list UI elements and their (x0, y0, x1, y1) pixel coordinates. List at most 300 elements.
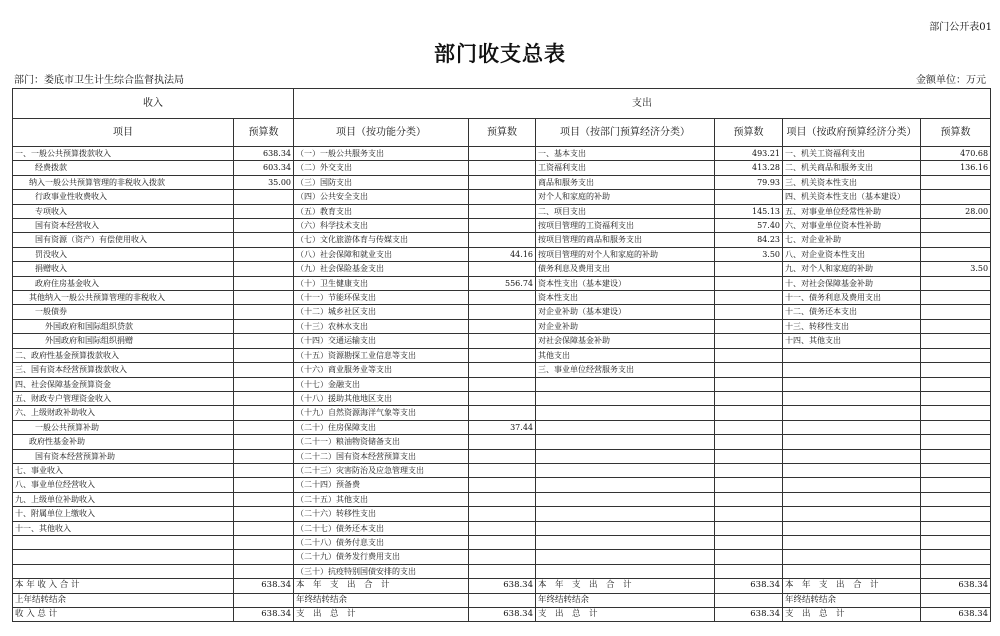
econ-gov-budget-cell (921, 507, 991, 521)
income-item-cell: 外国政府和国际组织捐赠 (13, 334, 234, 348)
income-item-cell: 十、附属单位上缴收入 (13, 507, 234, 521)
income-item-total-cell: 收 入 总 计 (13, 608, 234, 622)
income-item-cell: 国有资本经营预算补助 (13, 449, 234, 463)
income-item-cell: 国有资本经营收入 (13, 219, 234, 233)
econ-dept-item-total-cell: 年终结转结余 (536, 593, 715, 607)
econ-gov-item-cell: 十二、债务还本支出 (783, 305, 921, 319)
income-budget-cell (234, 391, 294, 405)
income-budget-cell: 638.34 (234, 147, 294, 161)
econ-dept-budget-cell (715, 319, 783, 333)
income-budget-cell (234, 247, 294, 261)
econ-gov-item-cell: 三、机关资本性支出 (783, 175, 921, 189)
table-row (13, 190, 991, 204)
func-budget-cell (469, 550, 536, 564)
func-item-cell: （十七）金融支出 (294, 377, 469, 391)
table-row (13, 175, 991, 189)
econ-dept-item-cell (536, 521, 715, 535)
econ-gov-item-cell (783, 391, 921, 405)
table-row (13, 305, 991, 319)
econ-dept-budget-cell (715, 377, 783, 391)
econ-dept-budget-cell (715, 190, 783, 204)
income-item-cell: 一般债券 (13, 305, 234, 319)
func-item-cell: （二十八）债务付息支出 (294, 535, 469, 549)
income-budget-cell (234, 535, 294, 549)
econ-gov-budget-cell (921, 348, 991, 362)
income-item-cell: 专项收入 (13, 204, 234, 218)
form-number: 部门公开表01 (929, 22, 992, 33)
econ-dept-budget-cell (715, 492, 783, 506)
func-budget-cell (469, 535, 536, 549)
income-budget-cell (234, 291, 294, 305)
table-row (13, 147, 991, 161)
func-item-cell: （七）文化旅游体育与传媒支出 (294, 233, 469, 247)
income-budget-cell (234, 507, 294, 521)
func-budget-cell (469, 478, 536, 492)
income-item-cell: 纳入一般公共预算管理的非税收入拨款 (13, 175, 234, 189)
econ-gov-budget-cell (921, 550, 991, 564)
func-item-total-cell: 本 年 支 出 合 计 (294, 579, 469, 593)
econ-gov-budget-total-cell (921, 593, 991, 607)
income-item-cell (13, 535, 234, 549)
econ-gov-item-cell (783, 535, 921, 549)
econ-dept-item-cell: 对社会保障基金补助 (536, 334, 715, 348)
func-budget-cell: 44.16 (469, 247, 536, 261)
econ-dept-item-cell: 其他支出 (536, 348, 715, 362)
econ-dept-budget-cell (715, 521, 783, 535)
func-budget-cell (469, 334, 536, 348)
income-item-cell: 九、上级单位补助收入 (13, 492, 234, 506)
econ-gov-budget-cell (921, 391, 991, 405)
econ-gov-item-total-cell: 年终结转结余 (783, 593, 921, 607)
econ-gov-budget-cell: 28.00 (921, 204, 991, 218)
econ-gov-item-cell: 四、机关资本性支出（基本建设） (783, 190, 921, 204)
func-item-cell: （三）国防支出 (294, 175, 469, 189)
econ-gov-budget-cell (921, 305, 991, 319)
table-row (13, 161, 991, 175)
econ-gov-budget-cell (921, 492, 991, 506)
func-budget-cell (469, 219, 536, 233)
econ-gov-item-cell (783, 363, 921, 377)
econ-dept-item-cell (536, 564, 715, 578)
econ-gov-item-cell (783, 463, 921, 477)
func-item-cell: （六）科学技术支出 (294, 219, 469, 233)
department-label: 部门：娄底市卫生计生综合监督执法局 (14, 75, 184, 86)
econ-gov-item-cell (783, 449, 921, 463)
func-budget-cell (469, 377, 536, 391)
econ-gov-item-cell: 十三、转移性支出 (783, 319, 921, 333)
income-item-total-cell: 上年结转结余 (13, 593, 234, 607)
income-budget-cell (234, 420, 294, 434)
func-budget-cell (469, 463, 536, 477)
econ-gov-item-cell: 六、对事业单位资本性补助 (783, 219, 921, 233)
table-row (13, 521, 991, 535)
func-item-cell: （十二）城乡社区支出 (294, 305, 469, 319)
table-row (13, 291, 991, 305)
func-item-cell: （十六）商业服务业等支出 (294, 363, 469, 377)
income-item-cell: 罚没收入 (13, 247, 234, 261)
income-budget-total-cell: 638.34 (234, 608, 294, 622)
econ-dept-budget-cell: 493.21 (715, 147, 783, 161)
income-item-cell: 五、财政专户管理资金收入 (13, 391, 234, 405)
econ-gov-item-cell: 八、对企业资本性支出 (783, 247, 921, 261)
income-item-header: 项目 (13, 119, 234, 147)
econ-dept-budget-cell (715, 564, 783, 578)
econ-gov-budget-cell (921, 377, 991, 391)
func-item-cell: （十四）交通运输支出 (294, 334, 469, 348)
income-item-cell: 六、上级财政补助收入 (13, 406, 234, 420)
econ-gov-budget-cell (921, 190, 991, 204)
table-row (13, 535, 991, 549)
econ-dept-budget-cell (715, 478, 783, 492)
func-budget-total-cell: 638.34 (469, 608, 536, 622)
income-item-cell: 行政事业性收费收入 (13, 190, 234, 204)
func-item-cell: （十一）节能环保支出 (294, 291, 469, 305)
func-item-cell: （二十三）灾害防治及应急管理支出 (294, 463, 469, 477)
econ-gov-item-total-cell: 支 出 总 计 (783, 608, 921, 622)
table-row (13, 377, 991, 391)
econ-gov-item-cell: 十、对社会保障基金补助 (783, 276, 921, 290)
econ-gov-budget-cell: 3.50 (921, 262, 991, 276)
income-budget-total-cell (234, 593, 294, 607)
income-budget-cell (234, 463, 294, 477)
total-row (13, 608, 991, 622)
func-budget-cell (469, 175, 536, 189)
econ-dept-item-cell (536, 377, 715, 391)
table-row (13, 449, 991, 463)
income-item-cell: 二、政府性基金预算拨款收入 (13, 348, 234, 362)
income-budget-cell (234, 276, 294, 290)
econ-gov-item-cell: 七、对企业补助 (783, 233, 921, 247)
func-item-cell: （二十五）其他支出 (294, 492, 469, 506)
econ-dept-item-cell (536, 435, 715, 449)
econ-dept-budget-total-cell: 638.34 (715, 579, 783, 593)
econ-dept-budget-cell (715, 363, 783, 377)
econ-dept-budget-cell (715, 334, 783, 348)
page-title: 部门收支总表 (434, 41, 566, 66)
econ-dept-budget-cell (715, 507, 783, 521)
econ-gov-budget-cell (921, 233, 991, 247)
econ-dept-item-cell: 二、项目支出 (536, 204, 715, 218)
table-row (13, 363, 991, 377)
econ-gov-item-cell (783, 406, 921, 420)
func-budget-cell (469, 521, 536, 535)
income-item-cell: 捐赠收入 (13, 262, 234, 276)
func-budget-header: 预算数 (469, 119, 536, 147)
econ-gov-budget-cell (921, 463, 991, 477)
econ-gov-item-cell (783, 521, 921, 535)
func-budget-cell (469, 319, 536, 333)
econ-dept-item-cell: 对个人和家庭的补助 (536, 190, 715, 204)
econ-gov-item-cell: 九、对个人和家庭的补助 (783, 262, 921, 276)
income-item-cell (13, 564, 234, 578)
income-budget-cell (234, 478, 294, 492)
table-row (13, 492, 991, 506)
econ-dept-budget-cell (715, 305, 783, 319)
func-budget-cell (469, 391, 536, 405)
econ-gov-budget-cell (921, 175, 991, 189)
econ-dept-budget-cell: 57.40 (715, 219, 783, 233)
income-item-cell: 外国政府和国际组织贷款 (13, 319, 234, 333)
func-item-cell: （二十六）转移性支出 (294, 507, 469, 521)
econ-dept-budget-cell: 84.23 (715, 233, 783, 247)
income-item-cell: 经费拨款 (13, 161, 234, 175)
income-budget-cell (234, 334, 294, 348)
econ-dept-item-cell: 三、事业单位经营服务支出 (536, 363, 715, 377)
func-budget-cell (469, 507, 536, 521)
econ-dept-budget-cell (715, 406, 783, 420)
func-budget-cell: 37.44 (469, 420, 536, 434)
func-item-cell: （二十七）债务还本支出 (294, 521, 469, 535)
income-budget-cell (234, 348, 294, 362)
table-row (13, 564, 991, 578)
econ-gov-item-header: 项目（按政府预算经济分类） (783, 119, 921, 147)
table-row (13, 507, 991, 521)
econ-gov-budget-cell (921, 435, 991, 449)
table-row (13, 391, 991, 405)
func-budget-cell (469, 291, 536, 305)
income-budget-cell (234, 521, 294, 535)
budget-summary-table (12, 88, 991, 622)
income-budget-cell (234, 204, 294, 218)
table-row (13, 262, 991, 276)
table-row (13, 319, 991, 333)
func-item-header: 项目（按功能分类） (294, 119, 469, 147)
econ-dept-item-cell: 对企业补助 (536, 319, 715, 333)
econ-gov-item-cell: 一、机关工资福利支出 (783, 147, 921, 161)
func-item-cell: （三十）抗疫特别国债安排的支出 (294, 564, 469, 578)
func-budget-cell (469, 406, 536, 420)
econ-dept-budget-cell (715, 291, 783, 305)
func-budget-cell (469, 363, 536, 377)
econ-dept-budget-cell (715, 262, 783, 276)
table-row (13, 219, 991, 233)
func-item-cell: （十八）援助其他地区支出 (294, 391, 469, 405)
income-item-cell: 其他纳入一般公共预算管理的非税收入 (13, 291, 234, 305)
func-item-cell: （五）教育支出 (294, 204, 469, 218)
econ-dept-budget-cell: 145.13 (715, 204, 783, 218)
econ-gov-budget-cell (921, 363, 991, 377)
func-budget-cell (469, 161, 536, 175)
func-item-cell: （九）社会保险基金支出 (294, 262, 469, 276)
econ-dept-item-cell (536, 507, 715, 521)
econ-dept-item-cell: 工资福利支出 (536, 161, 715, 175)
income-item-cell: 十一、其他收入 (13, 521, 234, 535)
income-budget-cell (234, 435, 294, 449)
income-budget-cell (234, 564, 294, 578)
econ-gov-budget-cell (921, 478, 991, 492)
income-budget-cell (234, 262, 294, 276)
func-item-cell: （一）一般公共服务支出 (294, 147, 469, 161)
econ-dept-budget-cell (715, 348, 783, 362)
expense-header: 支出 (294, 89, 991, 119)
econ-dept-budget-cell (715, 535, 783, 549)
econ-dept-item-cell: 资本性支出 (536, 291, 715, 305)
econ-gov-item-cell (783, 435, 921, 449)
econ-gov-budget-cell (921, 276, 991, 290)
func-item-cell: （二）外交支出 (294, 161, 469, 175)
income-item-cell: 七、事业收入 (13, 463, 234, 477)
econ-gov-item-cell: 十一、债务利息及费用支出 (783, 291, 921, 305)
econ-dept-item-cell: 一、基本支出 (536, 147, 715, 161)
econ-gov-item-cell (783, 478, 921, 492)
income-item-cell: 一、一般公共预算拨款收入 (13, 147, 234, 161)
func-budget-cell (469, 147, 536, 161)
income-item-cell (13, 550, 234, 564)
table-row (13, 276, 991, 290)
func-budget-cell (469, 233, 536, 247)
func-item-total-cell: 年终结转结余 (294, 593, 469, 607)
income-budget-cell (234, 492, 294, 506)
income-budget-cell (234, 363, 294, 377)
econ-gov-item-cell (783, 564, 921, 578)
table-row (13, 463, 991, 477)
func-budget-cell (469, 449, 536, 463)
econ-gov-budget-cell (921, 247, 991, 261)
econ-gov-budget-cell (921, 334, 991, 348)
econ-gov-item-cell: 十四、其他支出 (783, 334, 921, 348)
income-item-total-cell: 本 年 收 入 合 计 (13, 579, 234, 593)
econ-gov-budget-total-cell: 638.34 (921, 608, 991, 622)
econ-gov-item-cell (783, 420, 921, 434)
income-budget-cell (234, 233, 294, 247)
table-row (13, 334, 991, 348)
econ-dept-item-cell: 按项目管理的工资福利支出 (536, 219, 715, 233)
func-item-total-cell: 支 出 总 计 (294, 608, 469, 622)
econ-dept-budget-cell: 413.28 (715, 161, 783, 175)
func-item-cell: （二十一）粮油物资储备支出 (294, 435, 469, 449)
econ-gov-item-total-cell: 本 年 支 出 合 计 (783, 579, 921, 593)
func-item-cell: （八）社会保障和就业支出 (294, 247, 469, 261)
func-budget-cell (469, 348, 536, 362)
econ-gov-budget-cell: 470.68 (921, 147, 991, 161)
econ-gov-budget-cell (921, 420, 991, 434)
econ-gov-budget-cell (921, 291, 991, 305)
econ-gov-budget-cell (921, 564, 991, 578)
econ-gov-budget-cell (921, 521, 991, 535)
table-row (13, 478, 991, 492)
income-item-cell: 八、事业单位经营收入 (13, 478, 234, 492)
econ-dept-item-cell (536, 492, 715, 506)
table-row (13, 406, 991, 420)
econ-dept-budget-cell (715, 420, 783, 434)
income-item-cell: 政府性基金补助 (13, 435, 234, 449)
econ-dept-item-cell (536, 391, 715, 405)
func-budget-cell: 556.74 (469, 276, 536, 290)
func-budget-cell (469, 204, 536, 218)
econ-dept-item-cell (536, 550, 715, 564)
table-row (13, 550, 991, 564)
econ-dept-item-cell: 债务利息及费用支出 (536, 262, 715, 276)
income-budget-cell (234, 219, 294, 233)
func-budget-cell (469, 305, 536, 319)
income-item-cell: 一般公共预算补助 (13, 420, 234, 434)
econ-gov-budget-cell (921, 449, 991, 463)
econ-dept-budget-cell (715, 449, 783, 463)
econ-gov-budget-cell (921, 535, 991, 549)
income-budget-header: 预算数 (234, 119, 294, 147)
func-budget-total-cell (469, 593, 536, 607)
func-item-cell: （十三）农林水支出 (294, 319, 469, 333)
income-item-cell: 国有资源（资产）有偿使用收入 (13, 233, 234, 247)
table-row (13, 247, 991, 261)
func-budget-cell (469, 435, 536, 449)
func-budget-cell (469, 564, 536, 578)
econ-dept-item-header: 项目（按部门预算经济分类） (536, 119, 715, 147)
econ-dept-item-cell (536, 406, 715, 420)
econ-dept-item-cell (536, 420, 715, 434)
func-item-cell: （十五）资源勘探工业信息等支出 (294, 348, 469, 362)
income-item-cell: 三、国有资本经营预算拨款收入 (13, 363, 234, 377)
income-budget-cell (234, 406, 294, 420)
func-budget-cell (469, 190, 536, 204)
econ-gov-item-cell (783, 550, 921, 564)
func-budget-total-cell: 638.34 (469, 579, 536, 593)
table-row (13, 204, 991, 218)
income-budget-cell (234, 190, 294, 204)
table-row (13, 348, 991, 362)
econ-dept-item-cell: 资本性支出（基本建设） (536, 276, 715, 290)
econ-dept-item-cell: 按项目管理的对个人和家庭的补助 (536, 247, 715, 261)
econ-dept-budget-total-cell (715, 593, 783, 607)
income-budget-cell (234, 550, 294, 564)
func-budget-cell (469, 262, 536, 276)
econ-dept-item-total-cell: 支 出 总 计 (536, 608, 715, 622)
econ-gov-item-cell (783, 492, 921, 506)
econ-dept-item-cell: 商品和服务支出 (536, 175, 715, 189)
econ-dept-budget-cell (715, 276, 783, 290)
econ-gov-item-cell (783, 507, 921, 521)
income-budget-cell: 603.34 (234, 161, 294, 175)
total-row (13, 593, 991, 607)
econ-gov-item-cell: 二、机关商品和服务支出 (783, 161, 921, 175)
table-row (13, 233, 991, 247)
table-row (13, 420, 991, 434)
econ-gov-budget-header: 预算数 (921, 119, 991, 147)
econ-dept-budget-cell (715, 391, 783, 405)
econ-dept-item-cell (536, 535, 715, 549)
income-budget-cell (234, 305, 294, 319)
income-budget-cell (234, 377, 294, 391)
econ-gov-budget-cell: 136.16 (921, 161, 991, 175)
total-row (13, 579, 991, 593)
econ-gov-budget-cell (921, 406, 991, 420)
income-budget-total-cell: 638.34 (234, 579, 294, 593)
table-row (13, 435, 991, 449)
income-budget-cell: 35.00 (234, 175, 294, 189)
econ-gov-item-cell: 五、对事业单位经常性补助 (783, 204, 921, 218)
econ-dept-item-cell: 按项目管理的商品和服务支出 (536, 233, 715, 247)
econ-dept-budget-cell: 79.93 (715, 175, 783, 189)
econ-dept-budget-cell (715, 550, 783, 564)
econ-gov-budget-cell (921, 219, 991, 233)
econ-gov-budget-total-cell: 638.34 (921, 579, 991, 593)
func-item-cell: （二十）住房保障支出 (294, 420, 469, 434)
func-item-cell: （二十四）预备费 (294, 478, 469, 492)
func-item-cell: （十）卫生健康支出 (294, 276, 469, 290)
func-item-cell: （四）公共安全支出 (294, 190, 469, 204)
econ-dept-item-cell (536, 449, 715, 463)
econ-dept-budget-header: 预算数 (715, 119, 783, 147)
econ-dept-item-cell: 对企业补助（基本建设） (536, 305, 715, 319)
econ-gov-item-cell (783, 348, 921, 362)
income-header: 收入 (13, 89, 294, 119)
econ-dept-budget-cell: 3.50 (715, 247, 783, 261)
econ-dept-budget-cell (715, 435, 783, 449)
income-item-cell: 政府住房基金收入 (13, 276, 234, 290)
econ-dept-budget-cell (715, 463, 783, 477)
income-item-cell: 四、社会保障基金预算资金 (13, 377, 234, 391)
func-item-cell: （十九）自然资源海洋气象等支出 (294, 406, 469, 420)
